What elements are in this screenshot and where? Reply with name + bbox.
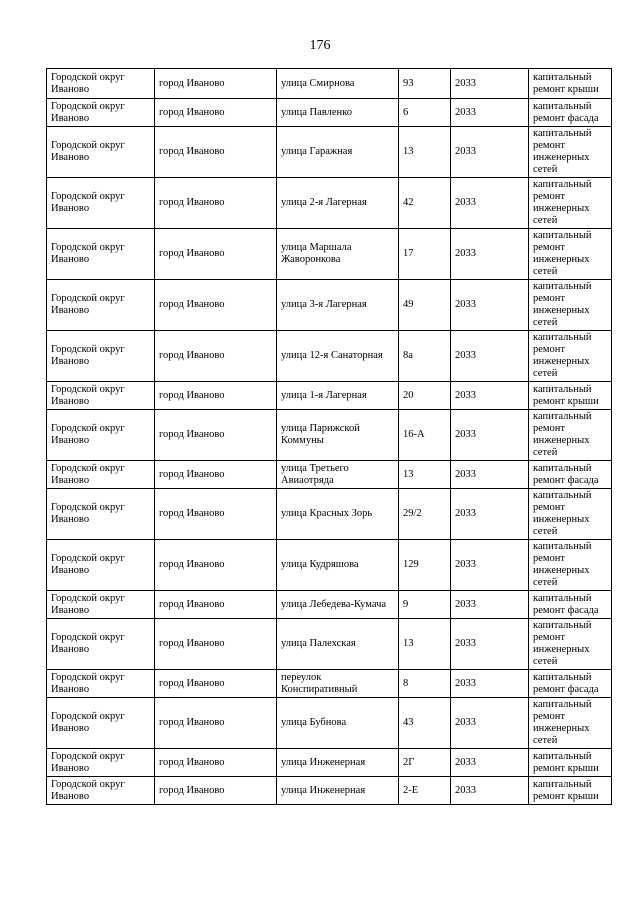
city-cell: город Иваново	[155, 331, 277, 382]
table-row	[47, 229, 612, 280]
work-type-cell: капитальный ремонт инженерных сетей	[529, 127, 612, 178]
city-cell: город Иваново	[155, 670, 277, 698]
year-cell: 2033	[451, 127, 529, 178]
table-row	[47, 749, 612, 777]
municipality-cell: Городской округ Иваново	[47, 619, 155, 670]
street-cell: улица Третьего Авиаотряда	[277, 461, 399, 489]
table-row	[47, 619, 612, 670]
year-cell: 2033	[451, 461, 529, 489]
year-cell: 2033	[451, 382, 529, 410]
work-type-cell: капитальный ремонт фасада	[529, 99, 612, 127]
year-cell: 2033	[451, 670, 529, 698]
house-number-cell: 13	[399, 461, 451, 489]
city-cell: город Иваново	[155, 99, 277, 127]
year-cell: 2033	[451, 619, 529, 670]
house-number-cell: 29/2	[399, 489, 451, 540]
table-row	[47, 99, 612, 127]
table-row	[47, 382, 612, 410]
street-cell: улица Кудряшова	[277, 540, 399, 591]
year-cell: 2033	[451, 489, 529, 540]
municipality-cell: Городской округ Иваново	[47, 280, 155, 331]
city-cell: город Иваново	[155, 698, 277, 749]
table-row	[47, 178, 612, 229]
street-cell: переулок Конспиративный	[277, 670, 399, 698]
city-cell: город Иваново	[155, 540, 277, 591]
street-cell: улица Парижской Коммуны	[277, 410, 399, 461]
year-cell: 2033	[451, 229, 529, 280]
city-cell: город Иваново	[155, 461, 277, 489]
municipality-cell: Городской округ Иваново	[47, 670, 155, 698]
year-cell: 2033	[451, 540, 529, 591]
city-cell: город Иваново	[155, 178, 277, 229]
table-row	[47, 410, 612, 461]
house-number-cell: 13	[399, 127, 451, 178]
repair-schedule-table	[46, 68, 612, 805]
municipality-cell: Городской округ Иваново	[47, 127, 155, 178]
city-cell: город Иваново	[155, 127, 277, 178]
year-cell: 2033	[451, 777, 529, 805]
street-cell: улица Бубнова	[277, 698, 399, 749]
house-number-cell: 8	[399, 670, 451, 698]
house-number-cell: 9	[399, 591, 451, 619]
work-type-cell: капитальный ремонт фасада	[529, 461, 612, 489]
page-number: 176	[309, 38, 331, 53]
table-body	[47, 69, 612, 805]
work-type-cell: капитальный ремонт инженерных сетей	[529, 489, 612, 540]
work-type-cell: капитальный ремонт инженерных сетей	[529, 229, 612, 280]
work-type-cell: капитальный ремонт фасада	[529, 670, 612, 698]
house-number-cell: 93	[399, 69, 451, 99]
street-cell: улица 2-я Лагерная	[277, 178, 399, 229]
table-row	[47, 540, 612, 591]
city-cell: город Иваново	[155, 382, 277, 410]
street-cell: улица Палехская	[277, 619, 399, 670]
municipality-cell: Городской округ Иваново	[47, 331, 155, 382]
table-row	[47, 591, 612, 619]
table-row	[47, 670, 612, 698]
year-cell: 2033	[451, 749, 529, 777]
street-cell: улица Маршала Жаворонкова	[277, 229, 399, 280]
table-row	[47, 461, 612, 489]
table-row	[47, 331, 612, 382]
city-cell: город Иваново	[155, 280, 277, 331]
house-number-cell: 129	[399, 540, 451, 591]
year-cell: 2033	[451, 698, 529, 749]
municipality-cell: Городской округ Иваново	[47, 698, 155, 749]
work-type-cell: капитальный ремонт инженерных сетей	[529, 331, 612, 382]
street-cell: улица Смирнова	[277, 69, 399, 99]
year-cell: 2033	[451, 331, 529, 382]
street-cell: улица Инженерная	[277, 749, 399, 777]
street-cell: улица Лебедева-Кумача	[277, 591, 399, 619]
city-cell: город Иваново	[155, 619, 277, 670]
year-cell: 2033	[451, 591, 529, 619]
house-number-cell: 2-Е	[399, 777, 451, 805]
house-number-cell: 6	[399, 99, 451, 127]
municipality-cell: Городской округ Иваново	[47, 382, 155, 410]
city-cell: город Иваново	[155, 69, 277, 99]
year-cell: 2033	[451, 410, 529, 461]
city-cell: город Иваново	[155, 777, 277, 805]
municipality-cell: Городской округ Иваново	[47, 777, 155, 805]
house-number-cell: 17	[399, 229, 451, 280]
city-cell: город Иваново	[155, 749, 277, 777]
street-cell: улица Красных Зорь	[277, 489, 399, 540]
work-type-cell: капитальный ремонт инженерных сетей	[529, 178, 612, 229]
work-type-cell: капитальный ремонт инженерных сетей	[529, 619, 612, 670]
street-cell: улица 12-я Санаторная	[277, 331, 399, 382]
house-number-cell: 13	[399, 619, 451, 670]
table-row	[47, 489, 612, 540]
house-number-cell: 49	[399, 280, 451, 331]
street-cell: улица 1-я Лагерная	[277, 382, 399, 410]
work-type-cell: капитальный ремонт инженерных сетей	[529, 410, 612, 461]
work-type-cell: капитальный ремонт крыши	[529, 777, 612, 805]
work-type-cell: капитальный ремонт крыши	[529, 749, 612, 777]
table-row	[47, 127, 612, 178]
city-cell: город Иваново	[155, 489, 277, 540]
municipality-cell: Городской округ Иваново	[47, 461, 155, 489]
work-type-cell: капитальный ремонт инженерных сетей	[529, 698, 612, 749]
house-number-cell: 20	[399, 382, 451, 410]
year-cell: 2033	[451, 99, 529, 127]
house-number-cell: 2Г	[399, 749, 451, 777]
street-cell: улица Павленко	[277, 99, 399, 127]
house-number-cell: 42	[399, 178, 451, 229]
municipality-cell: Городской округ Иваново	[47, 749, 155, 777]
house-number-cell: 43	[399, 698, 451, 749]
year-cell: 2033	[451, 69, 529, 99]
municipality-cell: Городской округ Иваново	[47, 540, 155, 591]
street-cell: улица 3-я Лагерная	[277, 280, 399, 331]
year-cell: 2033	[451, 178, 529, 229]
table-row	[47, 777, 612, 805]
municipality-cell: Городской округ Иваново	[47, 591, 155, 619]
street-cell: улица Инженерная	[277, 777, 399, 805]
city-cell: город Иваново	[155, 591, 277, 619]
table-row	[47, 280, 612, 331]
municipality-cell: Городской округ Иваново	[47, 229, 155, 280]
work-type-cell: капитальный ремонт инженерных сетей	[529, 540, 612, 591]
city-cell: город Иваново	[155, 229, 277, 280]
house-number-cell: 8а	[399, 331, 451, 382]
house-number-cell: 16-А	[399, 410, 451, 461]
table-row	[47, 698, 612, 749]
municipality-cell: Городской округ Иваново	[47, 489, 155, 540]
work-type-cell: капитальный ремонт крыши	[529, 382, 612, 410]
work-type-cell: капитальный ремонт инженерных сетей	[529, 280, 612, 331]
municipality-cell: Городской округ Иваново	[47, 99, 155, 127]
city-cell: город Иваново	[155, 410, 277, 461]
municipality-cell: Городской округ Иваново	[47, 69, 155, 99]
table-row	[47, 69, 612, 99]
street-cell: улица Гаражная	[277, 127, 399, 178]
municipality-cell: Городской округ Иваново	[47, 410, 155, 461]
year-cell: 2033	[451, 280, 529, 331]
municipality-cell: Городской округ Иваново	[47, 178, 155, 229]
work-type-cell: капитальный ремонт крыши	[529, 69, 612, 99]
work-type-cell: капитальный ремонт фасада	[529, 591, 612, 619]
